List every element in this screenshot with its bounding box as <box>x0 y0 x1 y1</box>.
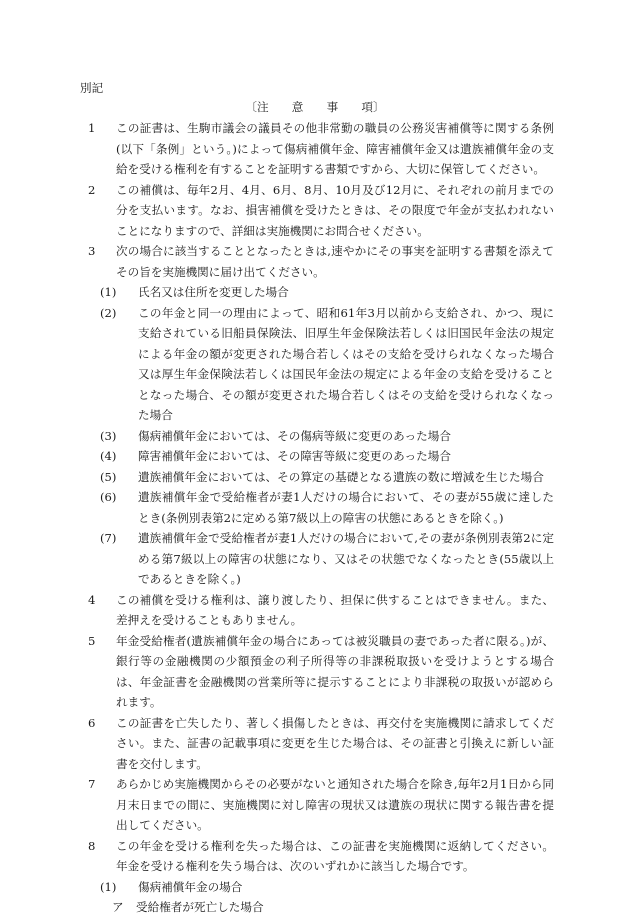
note-number: 8 <box>88 838 96 853</box>
note-number: 4 <box>88 592 96 607</box>
subnote-3-5 <box>100 467 554 488</box>
note-number: 5 <box>88 633 96 648</box>
subnote-text: 障害補償年金においては、その障害等級に変更のあった場合 <box>138 449 451 463</box>
subnote-number: (6) <box>100 490 117 504</box>
subnote-text: 遺族補償年金においては、その算定の基礎となる遺族の数に増減を生じた場合 <box>138 469 544 484</box>
note-item-2 <box>88 180 554 242</box>
subnote-number: (2) <box>100 305 117 320</box>
subnote-3-6 <box>100 487 554 528</box>
subnote-3-4 <box>100 446 554 467</box>
note-item-3 <box>88 241 554 282</box>
note-number: 6 <box>88 715 96 730</box>
subsubnote-text: 受給権者が死亡した場合 <box>136 900 264 914</box>
note-number: 3 <box>88 244 96 258</box>
note-item-6 <box>88 713 554 775</box>
subnote-3-7 <box>100 528 554 590</box>
subnote-number: (7) <box>100 531 117 545</box>
note-number: 7 <box>88 777 96 791</box>
subnote-number: (5) <box>100 469 117 484</box>
note-text: この補償を受ける権利は、譲り渡したり、担保に供することはできません。また、差押えを受けることもありません。 <box>116 592 554 627</box>
subsubnote-8-1-a <box>112 897 554 918</box>
subnote-number: (4) <box>100 449 117 463</box>
subnote-number: (3) <box>100 428 117 443</box>
subnote-text: 氏名又は住所を変更した場合 <box>138 285 289 299</box>
note-item-8 <box>88 836 554 877</box>
subnote-8-1 <box>100 877 554 898</box>
subnote-number: (1) <box>100 285 117 299</box>
note-text: この証書を亡失したり、著しく損傷したときは、再交付を実施機関に請求してください。また、証書の記載事項に変更を生じた場合は、その証書と引換えに新しい証書を交付します。 <box>116 715 554 771</box>
note-number: 2 <box>88 182 96 197</box>
note-text: あらかじめ実施機関からその必要がないと通知された場合を除き,毎年2月1日から同月末日までの間に、実施機関に対し障害の現状又は遺族の現状に関する報告書を提出してください。 <box>116 777 554 832</box>
note-text: 次の場合に該当することとなったときは,速やかにその事実を証明する書類を添えてその旨を実施機関に届け出てください。 <box>116 244 554 279</box>
note-text: 年金受給権者(遺族補償年金の場合にあっては被災職員の妻であった者に限る。)が、銀行等の金融機関の少額預金の利子所得等の非課税取扱いを受けようとする場合は、年金証書を金融機関の営業所等に提示することにより非課税の取扱いが認められます。 <box>116 633 554 709</box>
subnote-3-1 <box>100 282 554 303</box>
note-item-5 <box>88 631 554 713</box>
subsubnote-number: ア <box>112 900 124 914</box>
note-item-7 <box>88 774 554 836</box>
subnote-text: 傷病補償年金においては、その傷病等級に変更のあった場合 <box>138 428 451 443</box>
subnote-text: この年金と同一の理由によって、昭和61年3月以前から支給され、かつ、現に支給されている旧船員保険法、旧厚生年金保険法若しくは旧国民年金法の規定による年金の額が変更された場合若しくはその支給を受けられなくなった場合又は厚生年金保険法若しくは国民年金法の規定による年金の支給を受けることとなった場合、その額が変更された場合若しくはその支給を受けられなくなった場合 <box>138 305 554 422</box>
notes-body <box>88 118 554 918</box>
note-item-4 <box>88 590 554 631</box>
subnote-3-2 <box>100 303 554 426</box>
note-text: この証書は、生駒市議会の議員その他非常勤の職員の公務災害補償等に関する条例(以下「条例」という。)によって傷病補償年金、障害補償年金又は遺族補償年金の支給を受ける権利を有することを証明する書類ですから、大切に保管してください。 <box>116 121 554 176</box>
note-text: この補償は、毎年2月、4月、6月、8月、10月及び12月に、それぞれの前月までの分を支払います。なお、損害補償を受けたときは、その限度で年金が支払われないことになりますので、詳細は実施機関にお問合せください。 <box>116 182 554 238</box>
subnote-number: (1) <box>100 879 117 894</box>
subnote-text: 遺族補償年金で受給権者が妻1人だけの場合において、その妻が55歳に達したとき(条例別表第2に定める第7級以上の障害の状態にあるときを除く。) <box>138 490 554 525</box>
note-number: 1 <box>88 121 96 135</box>
document-title: 〔注 意 事 項〕 <box>245 100 385 114</box>
subnote-3-3 <box>100 426 554 447</box>
subnote-text: 遺族補償年金で受給権者が妻1人だけの場合において,その妻が条例別表第2に定める第7級以上の障害の状態になり、又はその状態でなくなったとき(55歳以上であるときを除く。) <box>138 531 554 586</box>
subnote-text: 傷病補償年金の場合 <box>138 879 243 894</box>
note-text: この年金を受ける権利を失った場合は、この証書を実施機関に返納してください。年金を受ける権利を失う場合は、次のいずれかに該当した場合です。 <box>116 838 554 873</box>
note-item-1 <box>88 118 554 180</box>
appendix-label: 別記 <box>80 81 104 95</box>
